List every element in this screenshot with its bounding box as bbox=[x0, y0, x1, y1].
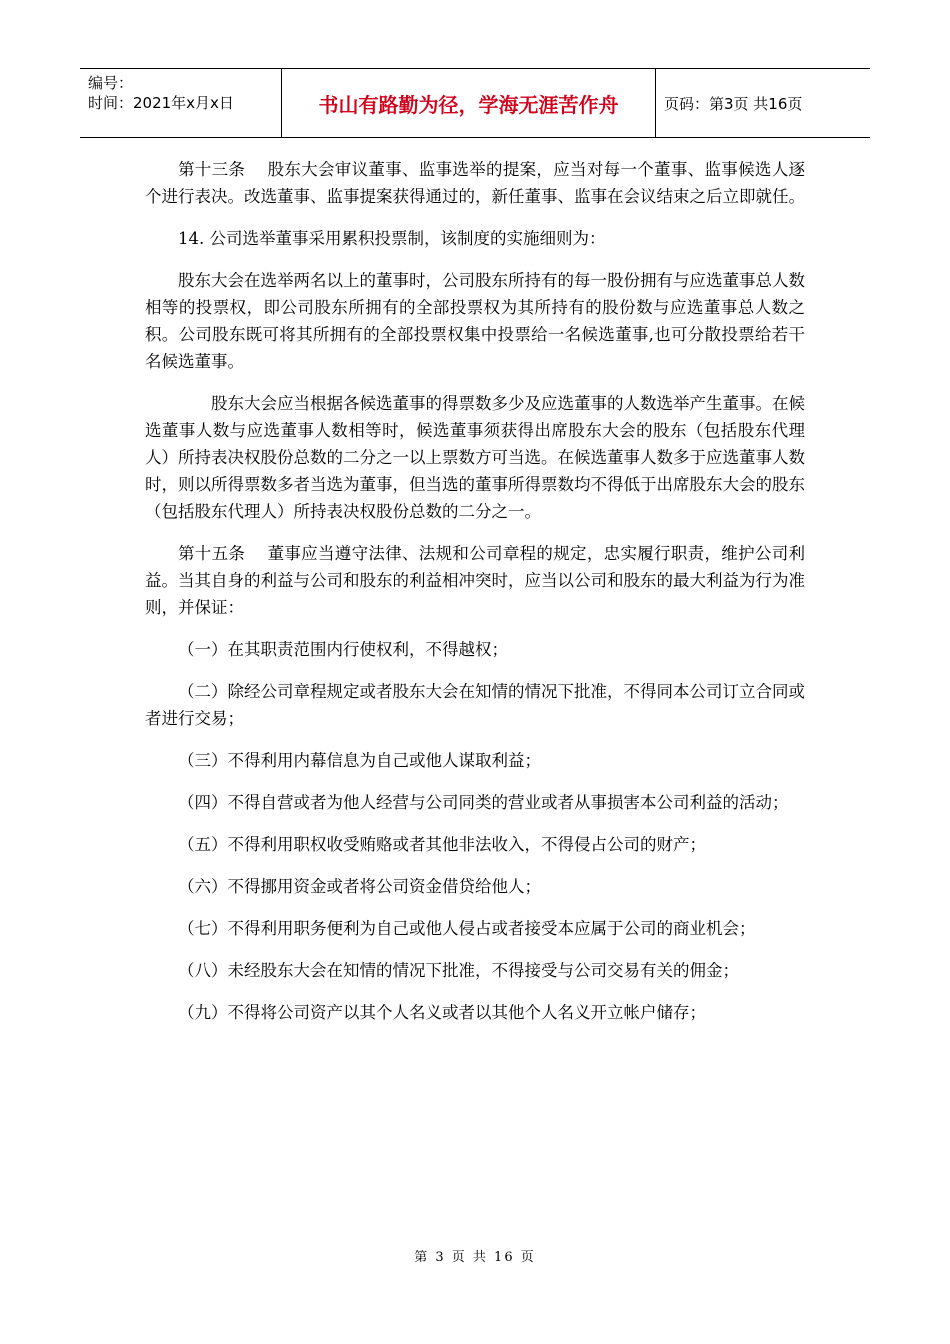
header-meta bbox=[80, 69, 282, 137]
cumulative-voting-rule: 股东大会在选举两名以上的董事时，公司股东所持有的每一股份拥有与应选董事总人数相等的投票权，即公司股东所拥有的全部投票权为其所持有的股份数与应选董事总人数之积。公司股东既可将其所拥有的全部投票权集中投票给一名候选董事,也可分散投票给若干名候选董事。 bbox=[145, 271, 805, 371]
list-item: （三）不得利用内幕信息为自己或他人谋取利益； bbox=[178, 751, 541, 770]
list-item: （二）除经公司章程规定或者股东大会在知情的情况下批准，不得同本公司订立合同或者进行交易； bbox=[145, 682, 805, 728]
list-item: （七）不得利用职务便利为自己或他人侵占或者接受本应属于公司的商业机会； bbox=[178, 919, 756, 938]
list-item: （八）未经股东大会在知情的情况下批准，不得接受与公司交易有关的佣金； bbox=[178, 961, 739, 980]
list-item: （四）不得自营或者为他人经营与公司同类的营业或者从事损害本公司利益的活动； bbox=[178, 793, 789, 812]
header-page-label: 页码：第3页 共16页 bbox=[664, 94, 803, 113]
document-body bbox=[145, 156, 805, 1041]
document-header bbox=[80, 68, 870, 138]
article-14: 14. 公司选举董事采用累积投票制，该制度的实施细则为： bbox=[178, 229, 606, 248]
list-item: （六）不得挪用资金或者将公司资金借贷给他人； bbox=[178, 877, 541, 896]
page-footer: 第 3 页 共 16 页 bbox=[414, 1250, 536, 1265]
list-item: （五）不得利用职权收受贿赂或者其他非法收入，不得侵占公司的财产； bbox=[178, 835, 706, 854]
number-label: 编号： bbox=[88, 74, 134, 92]
list-item: （九）不得将公司资产以其个人名义或者以其他个人名义开立帐户储存； bbox=[178, 1003, 706, 1022]
header-motto: 书山有路勤为径，学海无涯苦作舟 bbox=[282, 69, 656, 137]
time-label: 时间：2021年x月x日 bbox=[88, 94, 234, 112]
list-item: （一）在其职责范围内行使权利，不得越权； bbox=[178, 640, 508, 659]
article-15: 第十五条 董事应当遵守法律、法规和公司章程的规定，忠实履行职责，维护公司利益。当其自身的利益与公司和股东的利益相冲突时，应当以公司和股东的最大利益为行为准则，并保证： bbox=[145, 544, 805, 617]
article-13: 第十三条 股东大会审议董事、监事选举的提案，应当对每一个董事、监事候选人逐个进行表决。改选董事、监事提案获得通过的，新任董事、监事在会议结束之后立即就任。 bbox=[145, 160, 805, 206]
election-rule: 股东大会应当根据各候选董事的得票数多少及应选董事的人数选举产生董事。在候选董事人数与应选董事人数相等时，候选董事须获得出席股东大会的股东（包括股东代理人）所持表决权股份总数的二分之一以上票数方可当选。在候选董事人数多于应选董事人数时，则以所得票数多者当选为董事，但当选的董事所得票数均不得低于出席股东大会的股东（包括股东代理人）所持表决权股份总数的二分之一。 bbox=[145, 394, 805, 521]
